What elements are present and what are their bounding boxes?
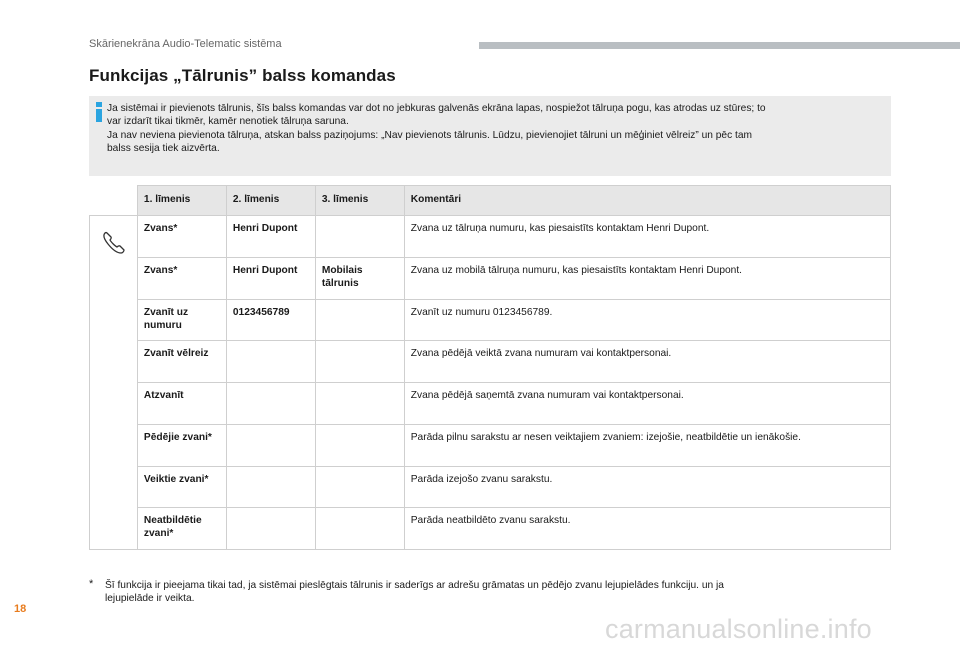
cell-level-1: Zvans* bbox=[137, 216, 226, 258]
footnote-line: Šī funkcija ir pieejama tikai tad, ja sistēmai pieslēgtais tālrunis ir saderīgs ar adrešu grāmatas un pēdējo zvanu lejupielādes funkciju. un ja bbox=[105, 580, 724, 591]
table-row bbox=[90, 425, 891, 467]
table-row bbox=[90, 383, 891, 425]
info-icon bbox=[95, 102, 103, 122]
info-line: Ja sistēmai ir pievienots tālrunis, šīs balss komandas var dot no jebkuras galvenās ekrāna lapas, nospiežot tālruņa pogu, kas atrodas uz stūres; to bbox=[107, 103, 766, 114]
info-line: var izdarīt tikai tikmēr, kamēr nenotiek tālruņa saruna. bbox=[107, 116, 349, 128]
section-header: Skārienekrāna Audio-Telematic sistēma bbox=[89, 38, 282, 50]
table-row bbox=[90, 300, 891, 341]
cell-level-2 bbox=[226, 425, 315, 467]
page-number: 18 bbox=[14, 603, 27, 615]
footnote bbox=[105, 579, 865, 605]
footnote-line: lejupielāde ir veikta. bbox=[105, 593, 195, 605]
header-bar bbox=[479, 42, 960, 49]
cell-level-2: Henri Dupont bbox=[226, 216, 315, 258]
header-level-2: 2. līmenis bbox=[226, 186, 315, 216]
cell-level-3 bbox=[315, 383, 404, 425]
table-row bbox=[90, 508, 891, 550]
cell-level-1: Neatbildētie zvani* bbox=[137, 508, 226, 550]
cell-comment: Zvana uz tālruņa numuru, kas piesaistīts kontaktam Henri Dupont. bbox=[404, 216, 890, 258]
cell-comment: Zvana uz mobilā tālruņa numuru, kas piesaistīts kontaktam Henri Dupont. bbox=[404, 258, 890, 300]
table-row bbox=[90, 467, 891, 508]
footnote-marker: * bbox=[89, 578, 94, 590]
cell-level-1: Atzvanīt bbox=[137, 383, 226, 425]
cell-level-3: Mobilais tālrunis bbox=[315, 258, 404, 300]
info-box bbox=[89, 96, 891, 176]
cell-level-2: Henri Dupont bbox=[226, 258, 315, 300]
cell-level-1: Zvanīt vēlreiz bbox=[137, 341, 226, 383]
voice-commands-table bbox=[89, 185, 891, 550]
cell-level-2 bbox=[226, 383, 315, 425]
cell-level-3 bbox=[315, 341, 404, 383]
cell-level-3 bbox=[315, 300, 404, 341]
cell-level-1: Zvans* bbox=[137, 258, 226, 300]
cell-level-2 bbox=[226, 508, 315, 550]
cell-level-3 bbox=[315, 508, 404, 550]
cell-level-2: 0123456789 bbox=[226, 300, 315, 341]
phone-icon bbox=[101, 230, 127, 256]
info-text bbox=[107, 102, 885, 156]
cell-comment: Parāda pilnu sarakstu ar nesen veiktajiem zvaniem: izejošie, neatbildētie un ienākošie. bbox=[404, 425, 890, 467]
cell-level-3 bbox=[315, 425, 404, 467]
table-row bbox=[90, 341, 891, 383]
cell-level-1: Zvanīt uz numuru bbox=[137, 300, 226, 341]
cell-level-1: Veiktie zvani* bbox=[137, 467, 226, 508]
cell-level-1: Pēdējie zvani* bbox=[137, 425, 226, 467]
cell-comment: Zvana pēdējā veiktā zvana numuram vai kontaktpersonai. bbox=[404, 341, 890, 383]
table-header-row bbox=[90, 186, 891, 216]
cell-level-3 bbox=[315, 216, 404, 258]
table-row bbox=[90, 216, 891, 258]
info-line: Ja nav neviena pievienota tālruņa, atskan balss paziņojums: „Nav pievienots tālrunis. Lūdzu, pievienojiet tālruni un mēģiniet vēlreiz” un pēc tam bbox=[107, 129, 753, 141]
cell-comment: Parāda neatbildēto zvanu sarakstu. bbox=[404, 508, 890, 550]
cell-comment: Parāda izejošo zvanu sarakstu. bbox=[404, 467, 890, 508]
cell-comment: Zvanīt uz numuru 0123456789. bbox=[404, 300, 890, 341]
info-line: balss sesija tiek aizvērta. bbox=[107, 143, 220, 155]
header-comments: Komentāri bbox=[404, 186, 890, 216]
table-row bbox=[90, 258, 891, 300]
page-title: Funkcijas „Tālrunis” balss komandas bbox=[89, 66, 396, 85]
header-blank bbox=[90, 186, 138, 216]
cell-level-2 bbox=[226, 467, 315, 508]
header-level-1: 1. līmenis bbox=[137, 186, 226, 216]
cell-comment: Zvana pēdējā saņemtā zvana numuram vai kontaktpersonai. bbox=[404, 383, 890, 425]
cell-level-3 bbox=[315, 467, 404, 508]
watermark: carmanualsonline.info bbox=[605, 614, 872, 644]
cell-level-2 bbox=[226, 341, 315, 383]
phone-icon-cell bbox=[90, 216, 138, 550]
header-level-3: 3. līmenis bbox=[315, 186, 404, 216]
